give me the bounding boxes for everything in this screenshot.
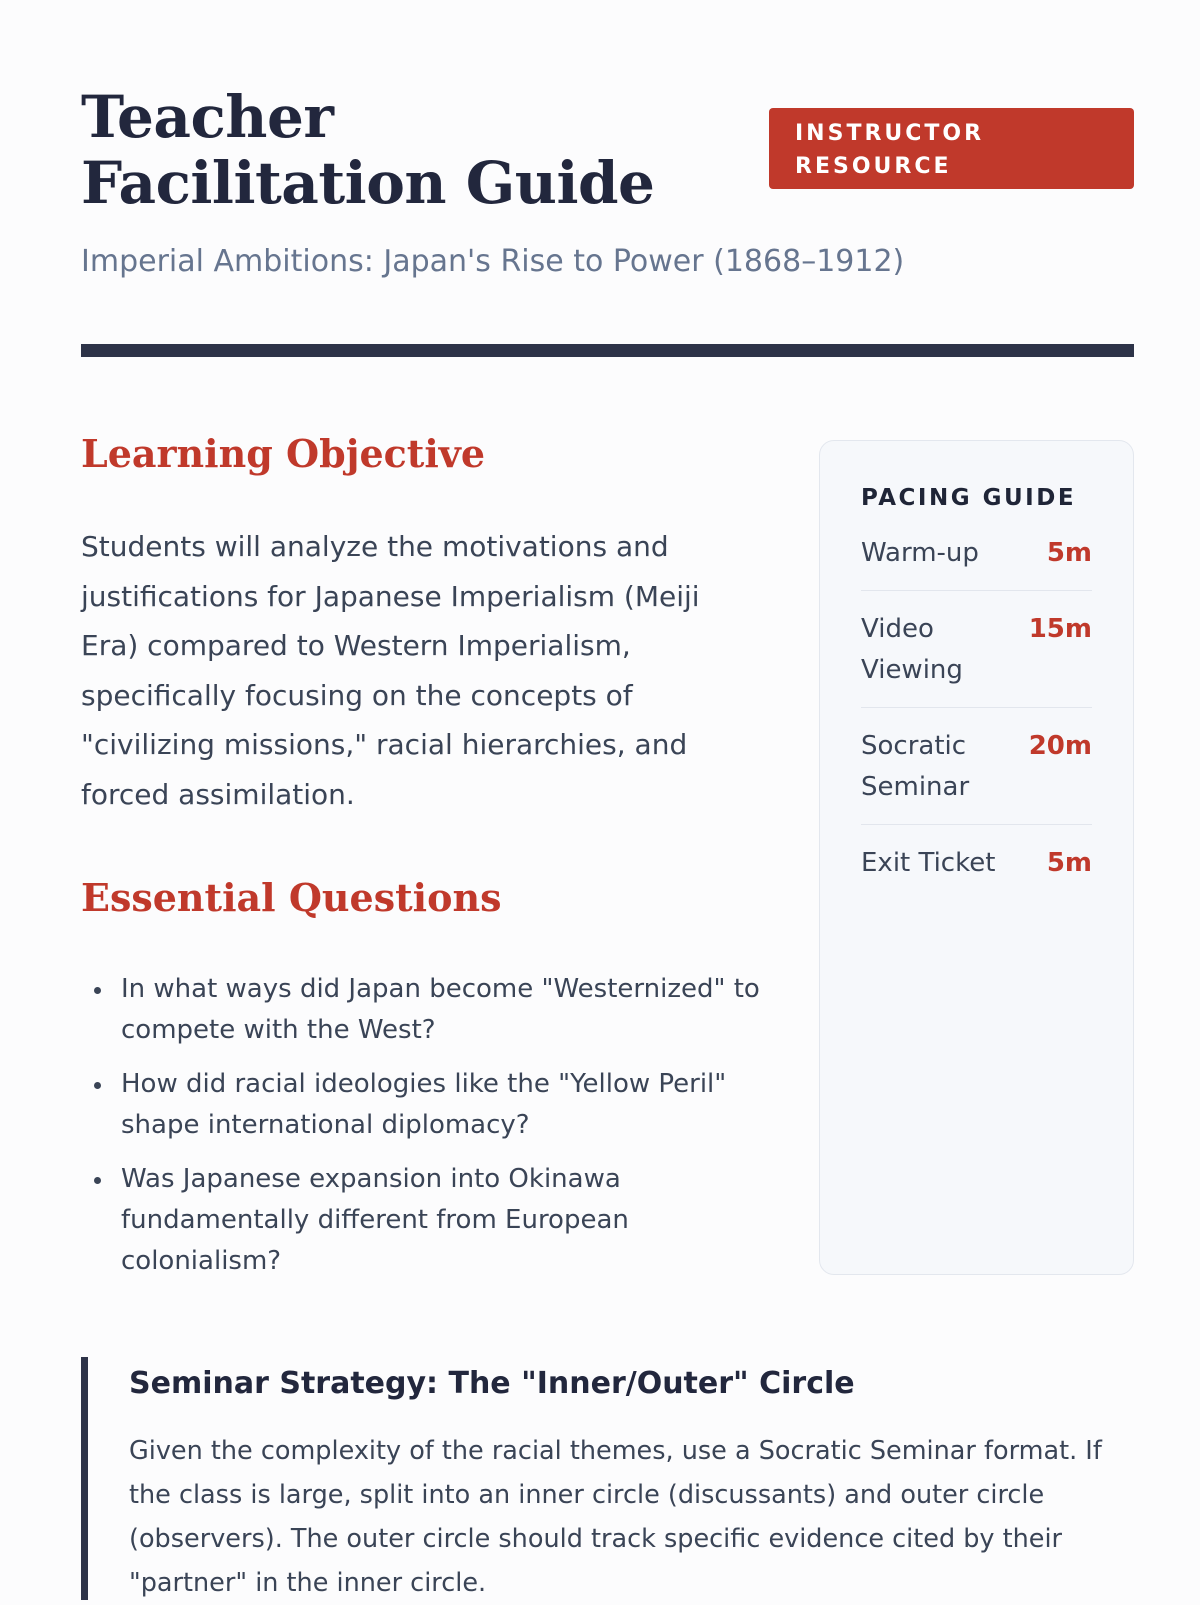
essential-questions-section xyxy=(81,874,760,1282)
seminar-strategy-title: Seminar Strategy: The "Inner/Outer" Circle xyxy=(129,1366,855,1401)
facilitation-guide-page xyxy=(81,0,1134,1598)
question-text: Was Japanese expansion into Okinawa fundamentally different from European colonialism? xyxy=(121,1164,629,1276)
pacing-time: 5m xyxy=(1046,538,1092,568)
pacing-time: 15m xyxy=(1028,614,1092,644)
bullet-icon xyxy=(94,1082,101,1089)
pacing-label: Video Viewing xyxy=(861,614,963,685)
header-divider xyxy=(81,344,1134,357)
essential-questions-list xyxy=(81,969,781,1282)
pacing-label: Socratic Seminar xyxy=(861,731,970,802)
main-content xyxy=(81,430,760,1295)
bullet-icon xyxy=(94,1177,101,1184)
question-text: In what ways did Japan become "Westernized" to compete with the West? xyxy=(121,974,760,1045)
instructor-resource-badge: INSTRUCTOR RESOURCE xyxy=(769,108,1134,189)
pacing-guide-card xyxy=(819,440,1134,1275)
pacing-row-socratic-seminar xyxy=(861,708,1092,825)
learning-objective-section xyxy=(81,430,741,819)
learning-objective-text: Students will analyze the motivations and justifications for Japanese Imperialism (Meiji Era) compared to Western Imperialism, specifically focusing on the concepts of "civilizing missions," racial hierarchies, and forced assimilation. xyxy=(81,530,700,811)
pacing-label: Warm-up xyxy=(861,538,979,568)
page-title: Teacher Facilitation Guide xyxy=(81,83,655,217)
bullet-icon xyxy=(94,987,101,994)
seminar-strategy-callout xyxy=(81,1357,1134,1600)
seminar-strategy-text: Given the complexity of the racial themes, use a Socratic Seminar format. If the class is large, split into an inner circle (discussants) and outer circle (observers). The outer circle should track specific evidence cited by their "partner" in the inner circle. xyxy=(129,1436,1102,1598)
learning-objective-heading: Learning Objective xyxy=(81,431,486,476)
question-text: How did racial ideologies like the "Yellow Peril" shape international diplomacy? xyxy=(121,1069,727,1140)
pacing-guide-title: PACING GUIDE xyxy=(861,485,1077,511)
pacing-label: Exit Ticket xyxy=(861,848,996,878)
pacing-row-warm-up xyxy=(861,515,1092,591)
page-subtitle: Imperial Ambitions: Japan's Rise to Power (1868–1912) xyxy=(81,244,905,279)
list-item xyxy=(81,969,781,1051)
list-item xyxy=(81,1064,781,1146)
guide-header xyxy=(81,0,1134,360)
pacing-row-video-viewing xyxy=(861,591,1092,708)
pacing-time: 5m xyxy=(1046,848,1092,878)
essential-questions-heading: Essential Questions xyxy=(81,875,502,920)
list-item xyxy=(81,1159,781,1282)
pacing-time: 20m xyxy=(1028,731,1092,761)
pacing-row-exit-ticket xyxy=(861,825,1092,900)
